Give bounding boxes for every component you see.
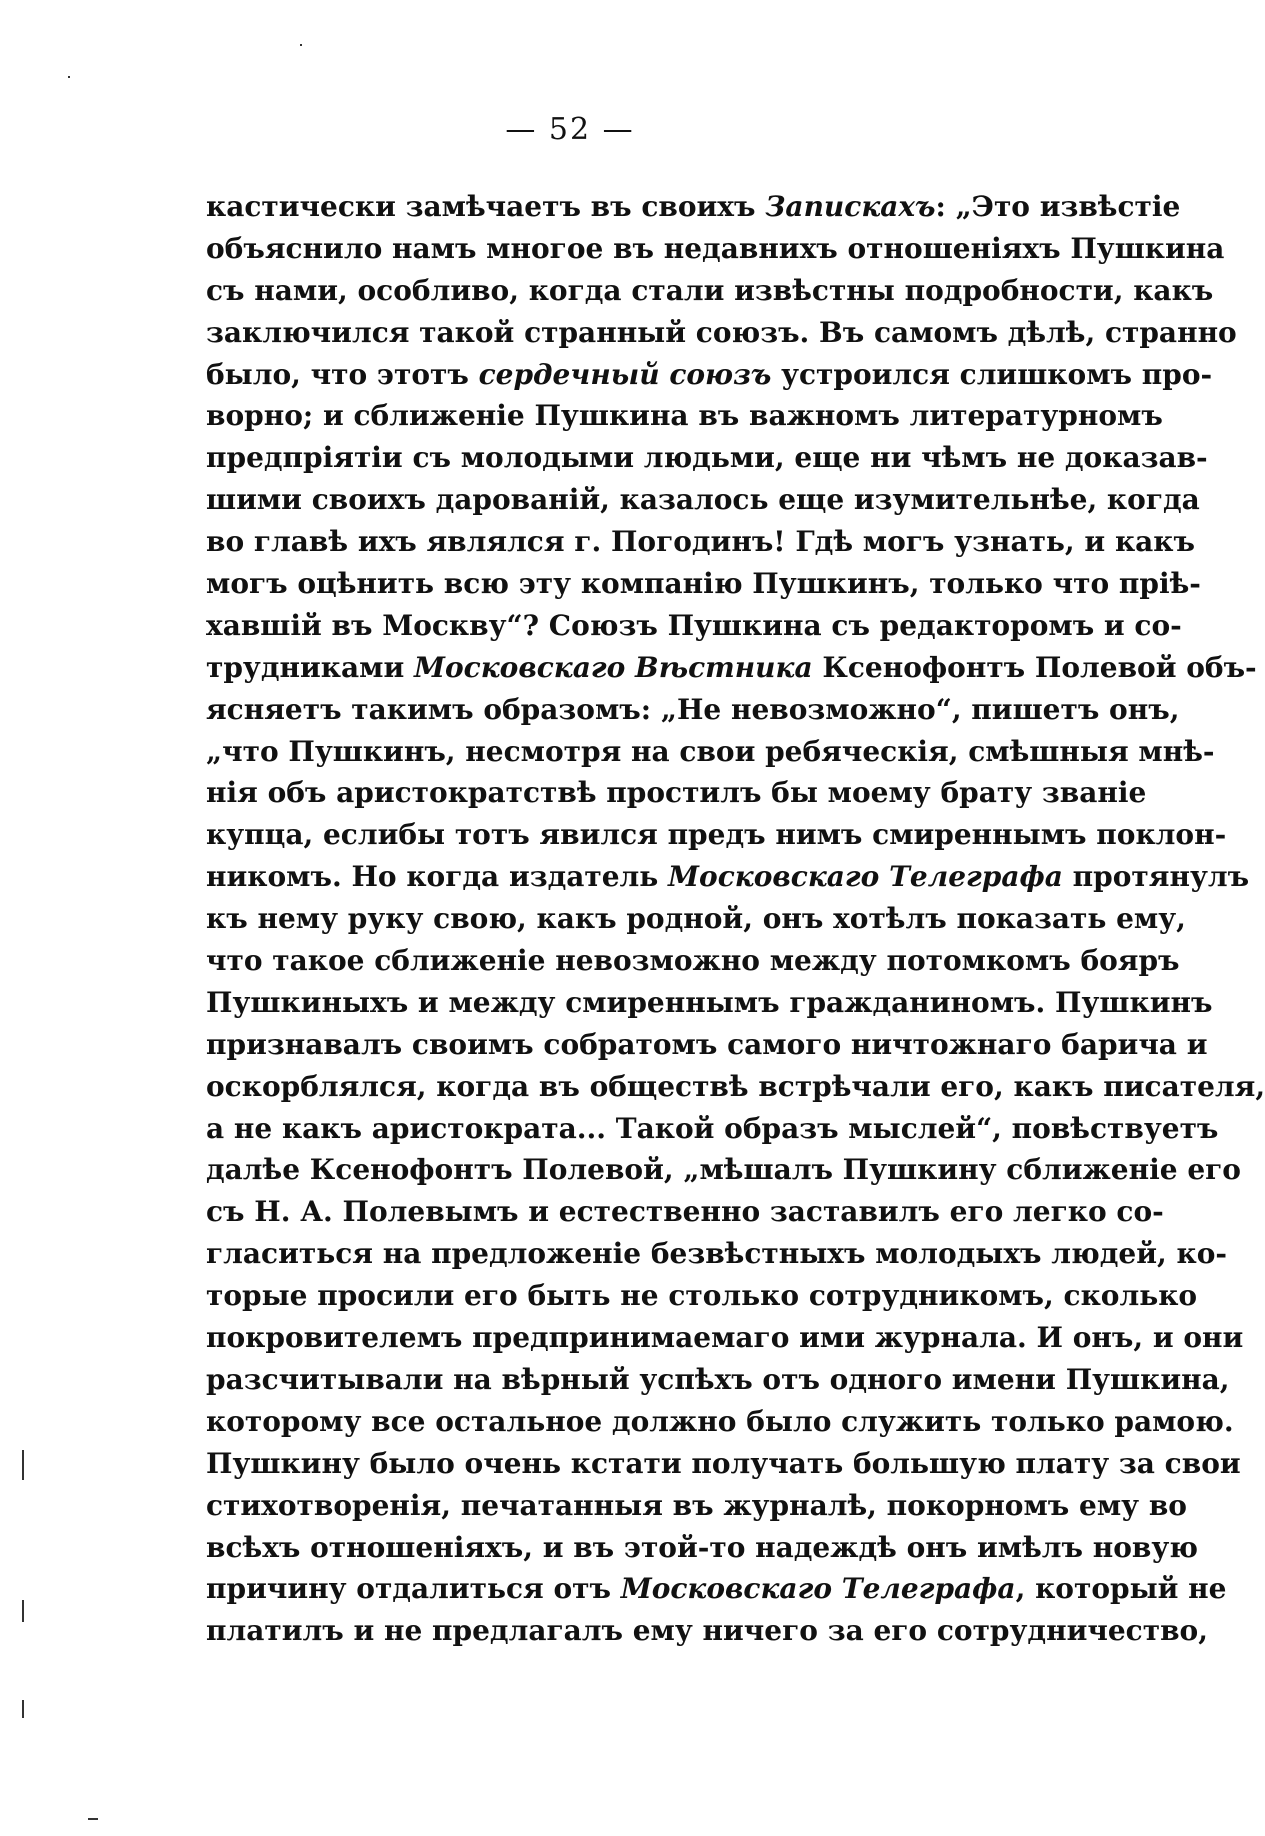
text-line — [206, 731, 1215, 773]
text-segment: , который не — [1015, 1572, 1227, 1606]
text-segment: къ нему руку свою, какъ родной, онъ хотѣлъ показать ему, — [206, 902, 1186, 936]
text-line — [206, 1485, 1187, 1527]
text-segment: съ Н. А. Полевымъ и естественно заставилъ его легко со- — [206, 1195, 1164, 1229]
text-segment: протянулъ — [1062, 860, 1250, 894]
text-line — [206, 1401, 1234, 1443]
text-segment: съ нами, особливо, когда стали извѣстны подробности, какъ — [206, 273, 1214, 307]
text-segment: устроился слишкомъ про- — [771, 357, 1213, 391]
text-segment: было, что этотъ — [206, 357, 479, 391]
italic-title: сердечный союзъ — [478, 357, 772, 391]
text-segment: Пушкину было очень кстати получать большую плату за свои — [206, 1446, 1241, 1480]
text-segment: : „Это извѣстіе — [935, 190, 1181, 223]
text-segment: что такое сближеніе невозможно между потомкомъ бояръ — [206, 944, 1180, 978]
text-segment: во главѣ ихъ являлся г. Погодинъ! Гдѣ могъ узнать, и какъ — [206, 525, 1196, 559]
text-line — [206, 186, 1181, 228]
text-line — [206, 437, 1208, 479]
text-line — [206, 1610, 1208, 1652]
text-line — [206, 354, 1213, 396]
text-line — [206, 1527, 1199, 1569]
scan-speck — [22, 1450, 24, 1480]
text-segment: стихотворенія, печатанныя въ журналѣ, покорномъ ему во — [206, 1488, 1187, 1522]
text-segment: трудниками — [206, 650, 414, 684]
text-line — [206, 1108, 1219, 1150]
text-segment: Пушкиныхъ и между смиреннымъ гражданиномъ. Пушкинъ — [206, 985, 1213, 1019]
text-segment: признавалъ своимъ собратомъ самого ничтожнаго барича и — [206, 1027, 1208, 1061]
text-line — [206, 898, 1186, 940]
text-segment: покровителемъ предпринимаемаго ими журнала. И онъ, и они — [206, 1321, 1244, 1355]
text-line — [206, 689, 1180, 731]
text-segment: торые просили его быть не столько сотрудникомъ, сколько — [206, 1279, 1198, 1313]
text-line — [206, 1149, 1241, 1191]
scan-speck — [68, 76, 70, 78]
text-segment: купца, еслибы тотъ явился предъ нимъ смиреннымъ поклон- — [206, 818, 1227, 852]
text-segment: „что Пушкинъ, несмотря на свои ребяческія, смѣшныя мнѣ- — [206, 734, 1215, 768]
text-segment: ворно; и сближеніе Пушкина въ важномъ литературномъ — [206, 399, 1163, 433]
text-line — [206, 1568, 1227, 1610]
text-line — [206, 1275, 1198, 1317]
text-segment: предпріятіи съ молодыми людьми, еще ни чѣмъ не доказав- — [206, 441, 1208, 475]
scan-speck — [300, 44, 302, 46]
text-line — [206, 814, 1227, 856]
text-segment: кастически замѣчаетъ въ своихъ — [206, 190, 766, 223]
text-line — [206, 1066, 1265, 1108]
text-line — [206, 312, 1237, 354]
italic-title: Запискахъ — [765, 190, 936, 223]
scan-speck — [88, 1818, 98, 1820]
text-segment: а не какъ аристократа... Такой образъ мыслей“, повѣствуетъ — [206, 1111, 1219, 1145]
text-line — [206, 982, 1213, 1024]
text-segment: никомъ. Но когда издатель — [206, 860, 669, 894]
text-line — [206, 1359, 1230, 1401]
body-text — [206, 186, 1265, 1652]
text-line — [206, 479, 1200, 521]
italic-title: Московскаго Телеграфа — [668, 860, 1063, 894]
text-line — [206, 1191, 1164, 1233]
text-line — [206, 1233, 1227, 1275]
text-segment: платилъ и не предлагалъ ему ничего за его сотрудничество, — [206, 1614, 1208, 1648]
text-segment: которому все остальное должно было служить только рамою. — [206, 1404, 1234, 1438]
text-segment: ясняетъ такимъ образомъ: „Не невозможно“, пишетъ онъ, — [206, 692, 1180, 726]
text-line — [206, 647, 1257, 689]
text-segment: Ксенофонтъ Полевой объ- — [812, 650, 1257, 684]
text-line — [206, 856, 1250, 898]
text-line — [206, 605, 1182, 647]
text-segment: причину отдалиться отъ — [206, 1572, 621, 1606]
scan-speck — [22, 1600, 24, 1622]
text-segment: всѣхъ отношеніяхъ, и въ этой-то надеждѣ онъ имѣлъ новую — [206, 1530, 1199, 1564]
page-number: — 52 — — [505, 112, 635, 147]
text-line — [206, 563, 1201, 605]
text-segment: нія объ аристократствѣ простилъ бы моему брату званіе — [206, 776, 1147, 810]
text-segment: заключился такой странный союзъ. Въ самомъ дѣлѣ, странно — [206, 315, 1237, 349]
text-line — [206, 270, 1214, 312]
text-segment: хавшій въ Москву“? Союзъ Пушкина съ редакторомъ и со- — [206, 608, 1182, 642]
italic-title: Московскаго Вѣстника — [413, 650, 813, 684]
text-segment: шими своихъ дарованій, казалось еще изумительнѣе, когда — [206, 483, 1200, 517]
text-line — [206, 228, 1225, 270]
text-line — [206, 395, 1163, 437]
text-line — [206, 1024, 1208, 1066]
text-segment: объяснило намъ многое въ недавнихъ отношеніяхъ Пушкина — [206, 231, 1225, 265]
text-segment: далѣе Ксенофонтъ Полевой, „мѣшалъ Пушкину сближеніе его — [206, 1153, 1241, 1187]
text-segment: разсчитывали на вѣрный успѣхъ отъ одного имени Пушкина, — [206, 1362, 1230, 1396]
text-segment: гласиться на предложеніе безвѣстныхъ молодыхъ людей, ко- — [206, 1237, 1227, 1271]
text-line — [206, 940, 1180, 982]
text-line — [206, 1443, 1241, 1485]
text-segment: могъ оцѣнить всю эту компанію Пушкинъ, только что пріѣ- — [206, 567, 1201, 601]
text-segment: оскорблялся, когда въ обществѣ встрѣчали его, какъ писателя, — [206, 1069, 1265, 1103]
italic-title: Московскаго Телеграфа — [620, 1572, 1016, 1606]
text-line — [206, 772, 1147, 814]
scan-speck — [22, 1700, 24, 1718]
text-line — [206, 1317, 1244, 1359]
text-line — [206, 521, 1196, 563]
